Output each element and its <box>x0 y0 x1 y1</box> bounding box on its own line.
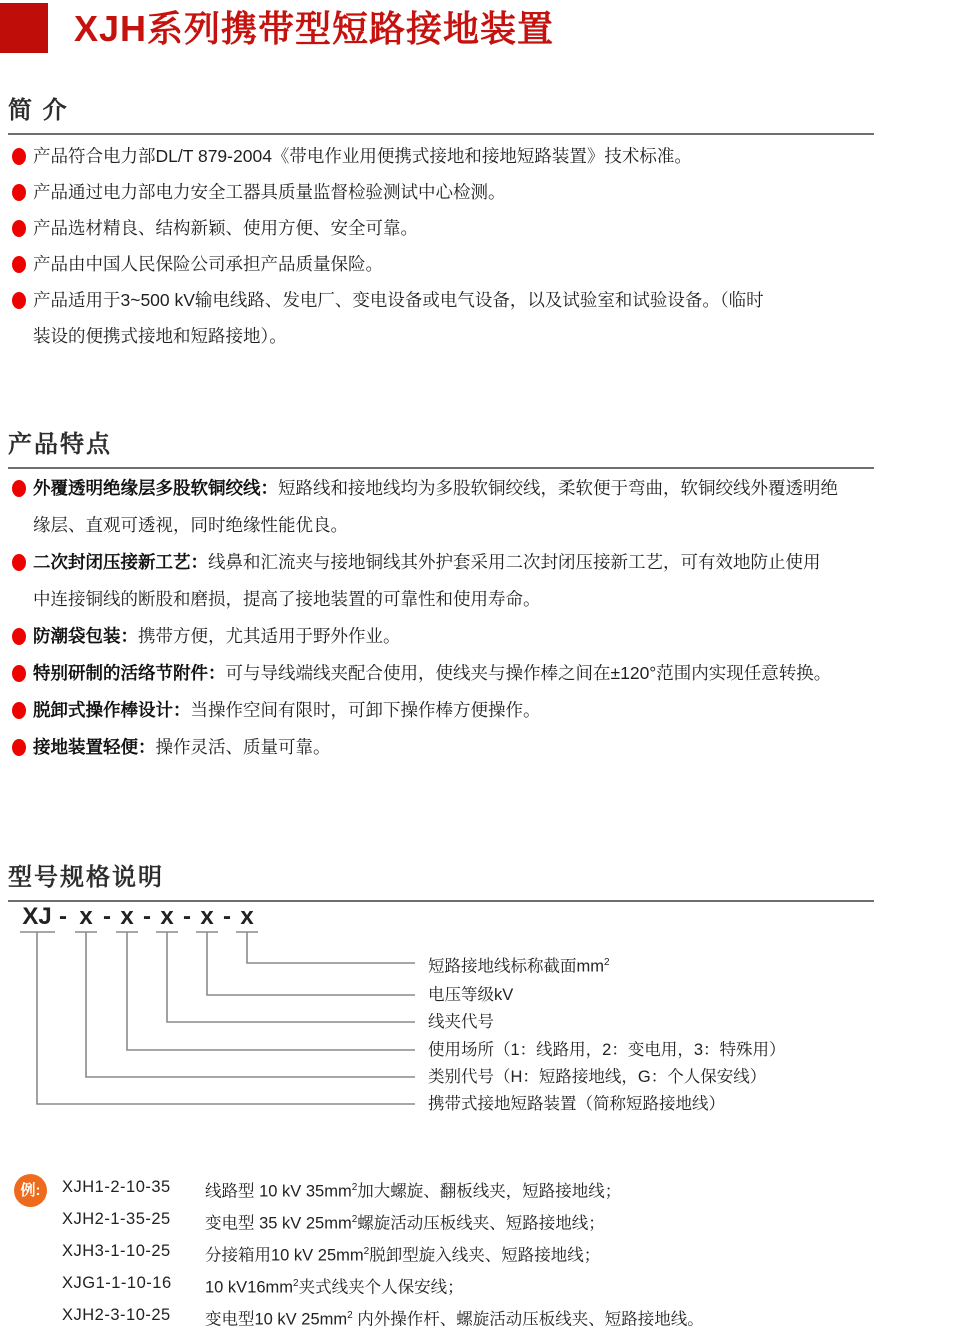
model-code-dash: - <box>183 903 191 930</box>
spec-label <box>428 1093 725 1115</box>
bullet-dot-icon <box>12 702 26 719</box>
model-code-dash: - <box>143 903 151 930</box>
model-code-dash: - <box>223 903 231 930</box>
section-heading-features: 产品特点 <box>8 424 874 469</box>
example-desc-sup: 2 <box>363 1246 370 1257</box>
feature-text: 中连接铜线的断股和磨损，提高了接地装置的可靠性和使用寿命。 <box>33 589 541 609</box>
feature-lead: 特别研制的活络节附件： <box>33 663 226 683</box>
model-code-segment: XJ <box>22 903 52 930</box>
bullet-dot-icon <box>12 739 26 756</box>
intro-bullet-list <box>12 138 948 354</box>
feature-lead: 防潮袋包装： <box>33 626 138 646</box>
model-code-dash: - <box>103 903 111 930</box>
example-desc-text: 加大螺旋、翻板线夹，短路接地线； <box>357 1182 622 1201</box>
intro-item-text: 产品选材精良、结构新颖、使用方便、安全可靠。 <box>33 218 418 238</box>
example-row <box>62 1302 952 1334</box>
bullet-dot-icon <box>12 184 26 201</box>
example-desc <box>205 1270 464 1302</box>
bullet-dot-icon <box>12 628 26 645</box>
feature-item <box>12 544 948 581</box>
model-code-segment: x <box>160 903 174 930</box>
example-model: XJH2-3-10-25 <box>62 1306 171 1324</box>
features-bullet-list <box>12 470 948 766</box>
spec-label-text: 电压等级kV <box>428 986 514 1004</box>
intro-item <box>12 174 948 210</box>
intro-item-text: 产品适用于3~500 kV输电线路、发电厂、变电设备或电气设备，以及试验室和试验设备。（临时 <box>33 290 764 310</box>
feature-text: 当操作空间有限时，可卸下操作棒方便操作。 <box>190 700 541 720</box>
example-desc <box>205 1174 621 1206</box>
example-desc-sup: 2 <box>351 1214 358 1225</box>
example-desc-text: 内外操作杆、螺旋活动压板线夹、短路接地线。 <box>352 1310 704 1329</box>
example-desc <box>205 1302 704 1334</box>
intro-item-continuation <box>12 318 948 354</box>
spec-label <box>428 1011 494 1033</box>
brand-square-icon <box>0 3 48 53</box>
feature-text: 线鼻和汇流夹与接地铜线其外护套采用二次封闭压接新工艺，可有效地防止使用 <box>208 552 821 572</box>
feature-text: 操作灵活、质量可靠。 <box>155 737 331 757</box>
example-model: XJH1-2-10-35 <box>62 1178 171 1196</box>
feature-item-continuation <box>12 507 948 544</box>
feature-item <box>12 618 948 655</box>
bullet-dot-icon <box>12 148 26 165</box>
example-desc <box>205 1206 605 1238</box>
model-code-segment: x <box>200 903 214 930</box>
example-desc <box>205 1238 600 1270</box>
feature-item-continuation <box>12 581 948 618</box>
bullet-dot-icon <box>12 480 26 497</box>
spec-label-text: 短路接地线标称截面mm <box>428 957 604 976</box>
example-desc-text: 螺旋活动压板线夹、短路接地线； <box>357 1214 605 1233</box>
example-desc-text: 线路型 10 kV 35mm <box>205 1182 352 1201</box>
feature-item <box>12 470 948 507</box>
example-row <box>62 1174 952 1206</box>
example-desc-sup: 2 <box>351 1182 358 1193</box>
example-row <box>62 1270 952 1302</box>
feature-text: 短路线和接地线均为多股软铜绞线，柔软便于弯曲，软铜绞线外覆透明绝 <box>278 478 838 498</box>
example-desc-sup: 2 <box>347 1310 353 1321</box>
model-code-segment: x <box>79 903 93 930</box>
spec-label-text: 类别代号（H：短路接地线，G：个人保安线） <box>428 1068 767 1086</box>
bullet-dot-icon <box>12 292 26 309</box>
bullet-dot-icon <box>12 220 26 237</box>
example-desc-sup: 2 <box>293 1278 299 1289</box>
feature-lead: 外覆透明绝缘层多股软铜绞线： <box>33 478 278 498</box>
model-code-dash: - <box>59 903 67 930</box>
feature-lead: 接地装置轻便： <box>33 737 156 757</box>
spec-label-sup: 2 <box>604 957 610 968</box>
example-desc-text: 脱卸型旋入线夹、短路接地线； <box>369 1246 601 1265</box>
spec-label-text: 线夹代号 <box>428 1013 494 1031</box>
spec-label <box>428 1066 766 1088</box>
section-heading-intro: 简 介 <box>8 90 874 135</box>
page-title: XJH系列携带型短路接地装置 <box>74 8 555 49</box>
intro-item-text: 产品符合电力部DL/T 879-2004《带电作业用便携式接地和接地短路装置》技术标准。 <box>33 146 692 166</box>
intro-item <box>12 210 948 246</box>
example-desc-text: 10 kV16mm <box>205 1278 294 1297</box>
feature-text: 缘层、直观可透视，同时绝缘性能优良。 <box>33 515 348 535</box>
model-code-segment: x <box>120 903 134 930</box>
feature-text: 携带方便，尤其适用于野外作业。 <box>138 626 401 646</box>
example-desc-text: 分接箱用10 kV 25mm <box>205 1246 364 1265</box>
intro-item <box>12 138 948 174</box>
spec-label <box>428 984 513 1006</box>
example-badge: 例: <box>14 1174 47 1207</box>
spec-label <box>428 952 610 974</box>
intro-item <box>12 246 948 282</box>
spec-label-text: 使用场所（1：线路用，2：变电用，3：特殊用） <box>428 1041 786 1059</box>
example-rows <box>62 1174 952 1334</box>
example-desc-text: 夹式线夹个人保安线； <box>298 1278 464 1297</box>
intro-item <box>12 282 948 318</box>
intro-item-text: 产品由中国人民保险公司承担产品质量保险。 <box>33 254 383 274</box>
example-row <box>62 1206 952 1238</box>
spec-label-text: 携带式接地短路装置（简称短路接地线） <box>428 1095 725 1113</box>
example-model: XJH3-1-10-25 <box>62 1242 171 1260</box>
feature-lead: 二次封闭压接新工艺： <box>33 552 208 572</box>
model-code-segment: x <box>240 903 254 930</box>
example-row <box>62 1238 952 1270</box>
feature-item <box>12 655 948 692</box>
bullet-dot-icon <box>12 665 26 682</box>
feature-item <box>12 692 948 729</box>
bullet-dot-icon <box>12 554 26 571</box>
feature-lead: 脱卸式操作棒设计： <box>33 700 191 720</box>
example-model: XJH2-1-35-25 <box>62 1210 171 1228</box>
example-desc-text: 变电型10 kV 25mm <box>205 1310 348 1329</box>
spec-label <box>428 1039 786 1061</box>
intro-item-text: 产品通过电力部电力安全工器具质量监督检验测试中心检测。 <box>33 182 506 202</box>
example-model: XJG1-1-10-16 <box>62 1274 172 1292</box>
section-heading-model-spec: 型号规格说明 <box>8 857 874 902</box>
feature-text: 可与导线端线夹配合使用，使线夹与操作棒之间在±120°范围内实现任意转换。 <box>225 663 832 683</box>
bullet-dot-icon <box>12 256 26 273</box>
feature-item <box>12 729 948 766</box>
intro-item-text: 装设的便携式接地和短路接地）。 <box>33 326 287 346</box>
example-desc-text: 变电型 35 kV 25mm <box>205 1214 352 1233</box>
